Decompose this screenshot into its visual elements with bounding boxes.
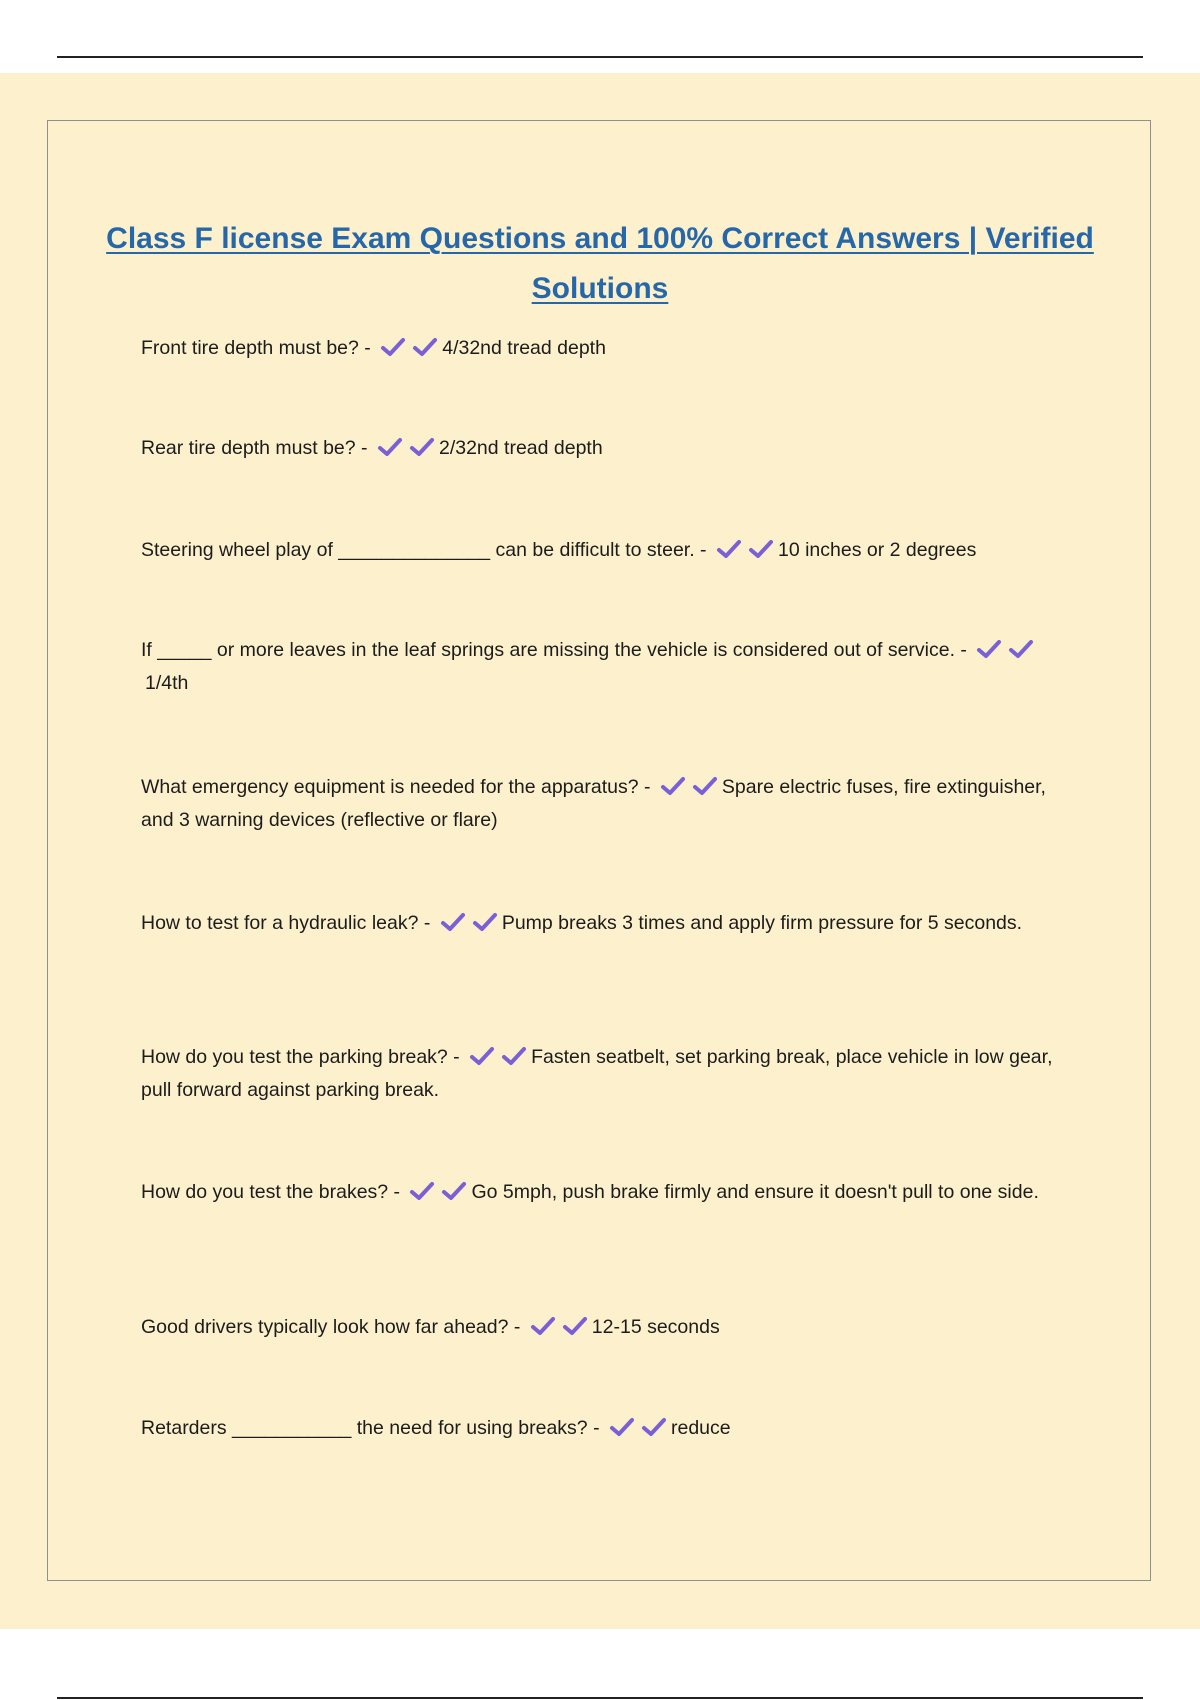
question-text: Steering wheel play of ______________ can be difficult to steer.: [141, 539, 695, 561]
question-text: Rear tire depth must be?: [141, 437, 356, 459]
separator: -: [587, 1417, 605, 1439]
separator: -: [508, 1316, 526, 1338]
separator: -: [955, 639, 973, 661]
question-text: Front tire depth must be?: [141, 337, 359, 359]
answer-text: 12-15 seconds: [591, 1316, 720, 1338]
separator: -: [355, 437, 373, 459]
check-icon: [748, 539, 774, 559]
separator: -: [418, 912, 436, 934]
question-text: How do you test the parking break?: [141, 1046, 448, 1068]
qa-item: [141, 1041, 1071, 1107]
qa-item: [141, 1176, 1071, 1209]
question-text: How to test for a hydraulic leak?: [141, 912, 419, 934]
separator: -: [388, 1181, 406, 1203]
check-icon: [441, 1181, 467, 1201]
check-icon: [976, 639, 1002, 659]
answer-text: 4/32nd tread depth: [442, 337, 606, 359]
answer-text: 2/32nd tread depth: [438, 437, 603, 459]
question-text: If _____ or more leaves in the leaf springs are missing the vehicle is considered out of service.: [141, 639, 956, 661]
header-rule: [57, 56, 1143, 58]
check-icon: [469, 1046, 495, 1066]
qa-item: [141, 1412, 1071, 1445]
qa-item: [141, 332, 1071, 365]
check-icon: [609, 1417, 635, 1437]
check-icon: [501, 1046, 527, 1066]
answer-text: Go 5mph, push brake firmly and ensure it doesn't pull to one side.: [471, 1181, 1039, 1203]
check-icon: [692, 776, 718, 796]
answer-text: Fasten seatbelt, set parking break, place vehicle in low gear, pull forward against parking break.: [141, 1046, 1053, 1101]
check-icon: [377, 437, 403, 457]
separator: -: [694, 539, 712, 561]
separator: -: [447, 1046, 466, 1068]
check-icon: [409, 437, 435, 457]
qa-item: [141, 634, 1071, 700]
check-icon: [716, 539, 742, 559]
question-text: Retarders ___________ the need for using breaks?: [141, 1417, 588, 1439]
check-icon: [530, 1316, 556, 1336]
footer-rule: [57, 1697, 1143, 1699]
answer-text: Spare electric fuses, fire extinguisher, and 3 warning devices (reflective or flare): [141, 776, 1046, 831]
question-text: What emergency equipment is needed for the apparatus?: [141, 776, 639, 798]
question-text: Good drivers typically look how far ahead?: [141, 1316, 509, 1338]
check-icon: [380, 337, 406, 357]
check-icon: [440, 912, 466, 932]
qa-item: [141, 534, 1071, 567]
answer-text: reduce: [671, 1417, 731, 1439]
check-icon: [562, 1316, 588, 1336]
check-icon: [409, 1181, 435, 1201]
document-title: Class F license Exam Questions and 100% Correct Answers | Verified Solutions: [106, 222, 1094, 305]
qa-item: [141, 907, 1071, 940]
separator: -: [638, 776, 656, 798]
check-icon: [1008, 639, 1034, 659]
qa-item: [141, 1311, 1071, 1344]
check-icon: [412, 337, 438, 357]
check-icon: [472, 912, 498, 932]
answer-text: Pump breaks 3 times and apply firm pressure for 5 seconds.: [501, 912, 1023, 934]
qa-item: [141, 771, 1071, 837]
answer-text: 1/4th: [145, 672, 189, 694]
question-text: How do you test the brakes?: [141, 1181, 389, 1203]
answer-text: 10 inches or 2 degrees: [777, 539, 977, 561]
qa-item: [141, 432, 1071, 465]
check-icon: [641, 1417, 667, 1437]
separator: -: [358, 337, 377, 359]
check-icon: [660, 776, 686, 796]
